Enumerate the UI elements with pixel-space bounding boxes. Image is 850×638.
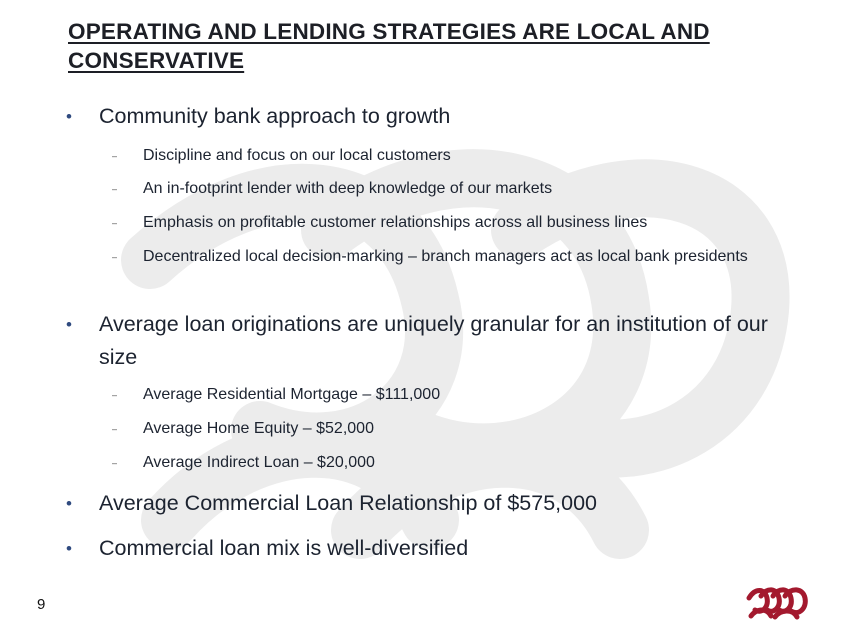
bullet-item bbox=[66, 100, 789, 133]
sub-bullet-text: Average Residential Mortgage – $111,000 bbox=[143, 386, 441, 403]
bullet-item bbox=[66, 308, 784, 374]
sub-bullet-text: Average Indirect Loan – $20,000 bbox=[143, 454, 375, 471]
sub-bullet-text: Decentralized local decision-marking – branch managers act as local bank presidents bbox=[143, 248, 748, 265]
sub-bullet-item bbox=[112, 175, 783, 203]
dash-marker: – bbox=[112, 218, 118, 228]
sub-bullet-item bbox=[112, 209, 783, 237]
dash-marker: – bbox=[112, 390, 118, 400]
sub-bullet-item bbox=[112, 449, 783, 477]
sub-bullet-text: Discipline and focus on our local customers bbox=[143, 147, 451, 164]
sub-bullet-text: Average Home Equity – $52,000 bbox=[143, 420, 374, 437]
bullet-marker: • bbox=[66, 494, 72, 513]
bullet-text: Community bank approach to growth bbox=[99, 104, 451, 128]
dash-marker: – bbox=[112, 184, 118, 194]
sub-bullet-item bbox=[112, 381, 783, 409]
dash-marker: – bbox=[112, 458, 118, 468]
bullet-text: Average Commercial Loan Relationship of $575,000 bbox=[99, 491, 597, 515]
sub-bullet-text: An in-footprint lender with deep knowledge of our markets bbox=[143, 180, 553, 197]
bullet-marker: • bbox=[66, 107, 72, 126]
bullet-item bbox=[66, 532, 789, 565]
dash-marker: – bbox=[112, 252, 118, 262]
bullet-text: Average loan originations are uniquely granular for an institution of our size bbox=[99, 312, 768, 369]
bullet-marker: • bbox=[66, 539, 72, 558]
dash-marker: – bbox=[112, 151, 118, 161]
dash-marker: – bbox=[112, 424, 118, 434]
sub-bullet-item bbox=[112, 142, 783, 170]
chain-link-logo-icon bbox=[745, 584, 811, 622]
page-number: 9 bbox=[37, 596, 46, 613]
sub-bullet-item bbox=[112, 415, 783, 443]
bullet-item bbox=[66, 487, 789, 520]
sub-bullet-item bbox=[112, 243, 773, 271]
bullet-text: Commercial loan mix is well-diversified bbox=[99, 536, 469, 560]
sub-bullet-text: Emphasis on profitable customer relationships across all business lines bbox=[143, 214, 648, 231]
bullet-marker: • bbox=[66, 315, 72, 334]
page-title: OPERATING AND LENDING STRATEGIES ARE LOCAL AND CONSERVATIVE bbox=[68, 19, 710, 73]
